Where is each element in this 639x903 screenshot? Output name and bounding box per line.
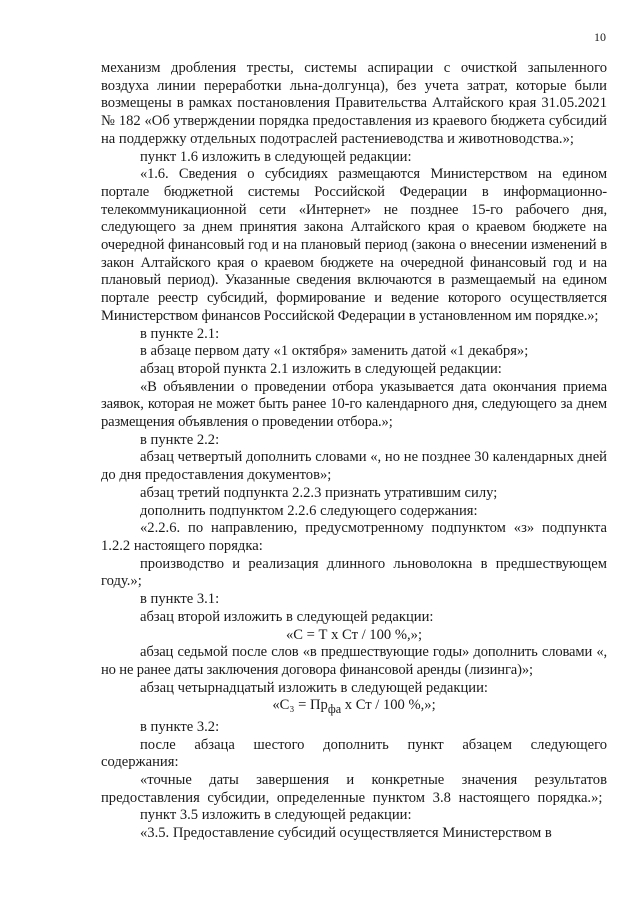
paragraph: в пункте 2.2: (140, 431, 220, 448)
paragraph: механизм дробления тресты, системы аспирации с очисткой запыленного воздуха линии переработки льна-долгунца), без учета затрат, которые были возмещены в рамках постановления Правительства Алтайского края 31.05.2021 № 182 «Об утверждении порядка предоставления из краевого бюджета субсидий на поддержку отдельных подотраслей растениеводства и животноводства.»; (101, 60, 607, 147)
paragraph: дополнить подпунктом 2.2.6 следующего содержания: (140, 502, 478, 519)
formula: «С = Т х Ст / 100 %,»; (285, 626, 423, 643)
paragraph: пункт 1.6 изложить в следующей редакции: (140, 148, 412, 165)
paragraph: производство и реализация длинного льноволокна в предшествующем году.»; (101, 555, 607, 590)
paragraph: пункт 3.5 изложить в следующей редакции: (140, 807, 412, 824)
paragraph: абзац четырнадцатый изложить в следующей редакции: (140, 679, 488, 696)
paragraph: абзац третий подпункта 2.2.3 признать утратившим силу; (140, 484, 498, 501)
paragraph: абзац седьмой после слов «в предшествующие годы» дополнить словами «, но не ранее даты заключения договора финансовой аренды (лизинга)»; (101, 644, 607, 678)
page-number: 10 (594, 30, 606, 44)
formula-text: «С₃ = Пр (272, 697, 328, 714)
document-body (101, 60, 607, 843)
paragraph: после абзаца шестого дополнить пункт абзацем следующего содержания: (101, 736, 607, 771)
paragraph: абзац второй изложить в следующей редакции: (140, 608, 434, 625)
paragraph: в пункте 3.2: (140, 718, 220, 735)
formula (101, 697, 607, 719)
paragraph: в пункте 3.1: (140, 591, 220, 608)
paragraph: «2.2.6. по направлению, предусмотренному подпунктом «з» подпункта 1.2.2 настоящего порядка: (101, 520, 607, 554)
paragraph: «точные даты завершения и конкретные значения результатов предоставления субсидии, определенные пунктом 3.8 настоящего порядка.»; (101, 772, 607, 806)
paragraph: абзац второй пункта 2.1 изложить в следующей редакции: (140, 360, 502, 377)
paragraph: «3.5. Предоставление субсидий осуществляется Министерством в (140, 825, 552, 842)
paragraph: в пункте 2.1: (140, 325, 220, 342)
paragraph: «1.6. Сведения о субсидиях размещаются Министерством на едином портале бюджетной системы Российской Федерации в информационно-телекоммуникационной сети «Интернет» не позднее 15-го рабочего дня, следующего за днем принятия закона Алтайского края о краевом бюджете на очередной финансовый год и на плановый период (закона о внесении изменений в закон Алтайского края о краевом бюджете на очередной финансовый год и на плановый период). Указанные сведения включаются в размещаемый на едином портале реестр субсидий, формирование и ведение которого осуществляется Министерством финансов Российской Федерации в установленном им порядке.»; (101, 166, 607, 324)
paragraph: «В объявлении о проведении отбора указывается дата окончания приема заявок, которая не может быть ранее 10-го календарного дня, следующего за днем размещения объявления о проведении отбора.»; (101, 378, 607, 431)
formula-subscript: фа (327, 702, 342, 717)
paragraph: абзац четвертый дополнить словами «, но не позднее 30 календарных дней до дня предоставления документов»; (101, 449, 607, 484)
paragraph: в абзаце первом дату «1 октября» заменить датой «1 декабря»; (140, 343, 529, 360)
formula-text: х Ст / 100 %,»; (341, 697, 436, 714)
